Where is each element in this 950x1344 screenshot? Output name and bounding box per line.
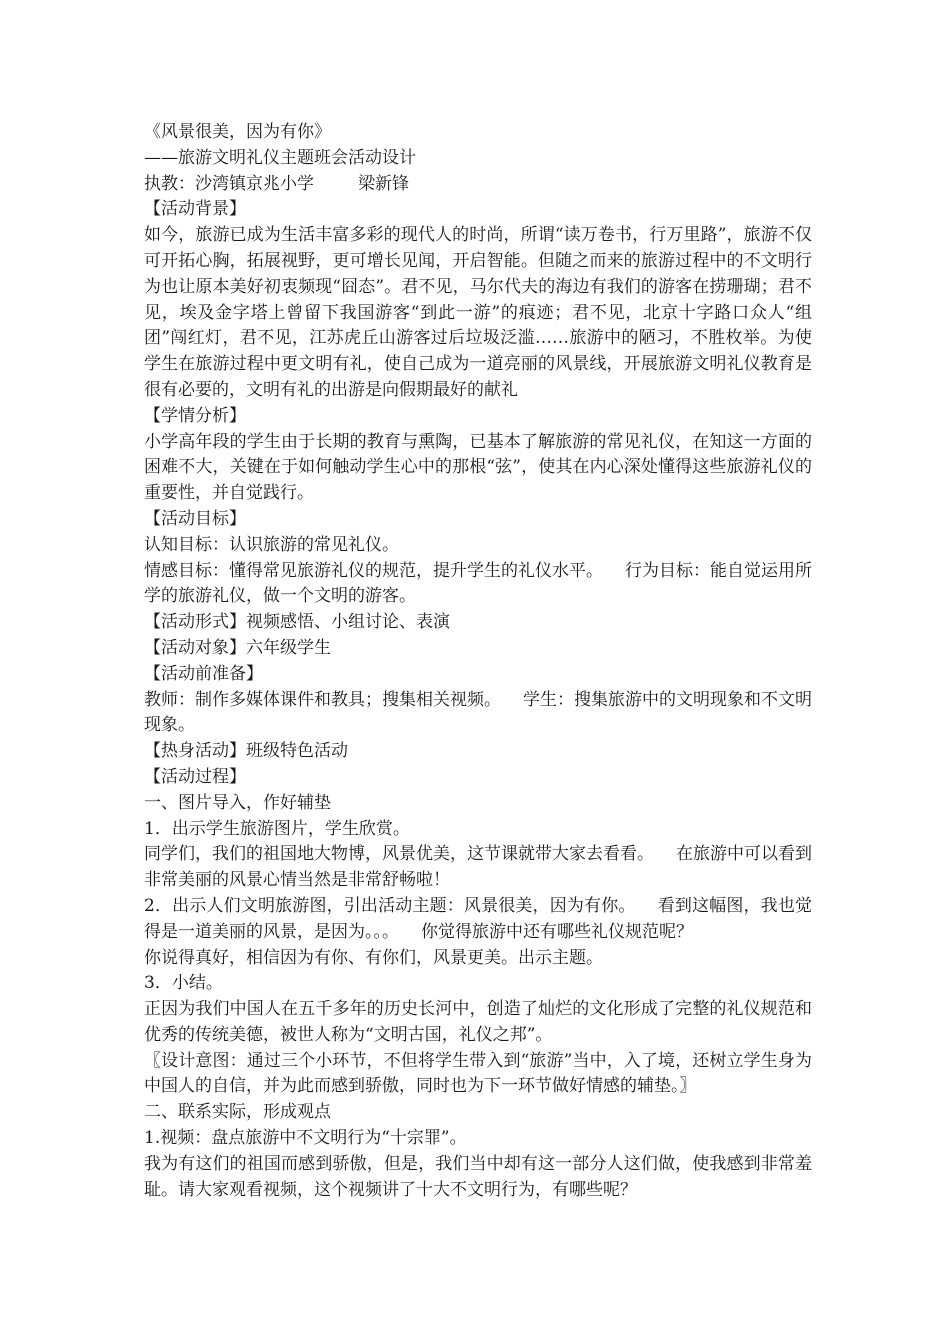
audience-text: 六年级学生 [246, 637, 331, 658]
form-line [144, 610, 812, 636]
goal-behavior: 行为目标：能自觉运用所学的旅游礼仪，做一个文明的游客。 [144, 560, 812, 607]
prep-student: 学生：搜集旅游中的文明现象和不文明现象。 [144, 689, 812, 736]
step1-text [144, 842, 812, 894]
step2 [144, 894, 812, 946]
background-heading: 【活动背景】 [144, 199, 246, 220]
document-page [144, 120, 812, 1203]
goal-emotional-behavior [144, 559, 812, 611]
teacher-name: 梁新锋 [358, 173, 409, 194]
prep-heading: 【活动前准备】 [144, 663, 263, 684]
audience-line [144, 636, 812, 662]
form-heading: 【活动形式】 [144, 612, 246, 633]
goal-cognitive: 认知目标：认识旅游的常见礼仪。 [144, 534, 399, 555]
step1-text-b: 在旅游中可以看到非常美丽的风景心情当然是非常舒畅啦！ [144, 844, 812, 891]
step3: 3．小结。 [144, 973, 223, 994]
part1-title: 一、图片导入，作好辅垫 [144, 792, 331, 813]
step2-c: 你觉得旅游中还有哪些礼仪规范呢？ [421, 921, 693, 942]
process-heading: 【活动过程】 [144, 766, 246, 787]
prep-text [144, 688, 812, 740]
step1: 1．出示学生旅游图片，学生欣赏。 [144, 818, 410, 839]
video-text: 我为有这们的祖国而感到骄傲，但是，我们当中却有这一部分人这们做，使我感到非常羞耻。请大家观看视频，这个视频讲了十大不文明行为，有哪些呢？ [144, 1153, 812, 1200]
step1-text-a: 同学们，我们的祖国地大物博，风景优美，这节课就带大家去看看。 [144, 844, 654, 865]
step3-text: 正因为我们中国人在五千多年的历史长河中，创造了灿烂的文化形成了完整的礼仪规范和优秀的传统美德，被世人称为“文明古国，礼仪之邦”。 [144, 999, 812, 1045]
design-intent: 〖设计意图：通过三个小环节，不但将学生带入到“旅游”当中，入了境，还树立学生身为中国人的自信，并为此而感到骄傲，同时也为下一环节做好情感的辅垫。〗 [144, 1050, 812, 1097]
analysis-text: 小学高年段的学生由于长期的教育与熏陶，已基本了解旅游的常见礼仪，在知这一方面的困难不大，关键在于如何触动学生心中的那根“弦”，使其在内心深处懂得这些旅游礼仪的重要性，并自觉践行。 [144, 431, 812, 504]
form-text: 视频感悟、小组讨论、表演 [246, 612, 450, 633]
background-text: 如今，旅游已成为生活丰富多彩的现代人的时尚，所谓“读万卷书，行万里路”，旅游不仅可开拓心胸，拓展视野，更可增长见闻，开启智能。但随之而来的旅游过程中的不文明行为也让原本美好初衷频现“囧态”。君不见，马尔代夫的海边有我们的游客在捞珊瑚；君不见，埃及金字塔上曾留下我国游客“到此一游”的痕迹；君不见，北京十字路口众人“组团”闯红灯，君不见，江苏虎丘山游客过后垃圾泛滥……旅游中的陋习，不胜枚举。为使学生在旅游过程中更文明有礼，使自己成为一道亮丽的风景线，开展旅游文明礼仪教育是很有必要的，文明有礼的出游是向假期最好的献礼 [144, 225, 812, 400]
warmup-line [144, 739, 812, 765]
document-subtitle: ——旅游文明礼仪主题班会活动设计 [144, 147, 416, 168]
step2-a: 2．出示人们文明旅游图，引出活动主题：风景很美，因为有你。 [144, 895, 636, 916]
warmup-text: 班级特色活动 [246, 741, 348, 762]
analysis-heading: 【学情分析】 [144, 405, 246, 426]
video-item: 1.视频：盘点旅游中不文明行为“十宗罪”。 [144, 1128, 467, 1149]
step2-b: 看到这幅图，我也觉得是一道美丽的风景，是因为。。。 [144, 895, 812, 942]
step2-text: 你说得真好，相信因为有你、有你们，风景更美。出示主题。 [144, 947, 603, 968]
document-title: 《风景很美，因为有你》 [144, 122, 331, 142]
prep-teacher: 教师：制作多媒体课件和教具；搜集相关视频。 [144, 689, 501, 710]
warmup-heading: 【热身活动】 [144, 741, 246, 762]
teacher-line [144, 172, 812, 198]
goals-heading: 【活动目标】 [144, 508, 246, 529]
teacher-label: 执教：沙湾镇京兆小学 [144, 173, 314, 194]
audience-heading: 【活动对象】 [144, 637, 246, 658]
goal-emotional: 情感目标：懂得常见旅游礼仪的规范，提升学生的礼仪水平。 [144, 560, 603, 581]
part2-title: 二、联系实际，形成观点 [144, 1102, 331, 1123]
